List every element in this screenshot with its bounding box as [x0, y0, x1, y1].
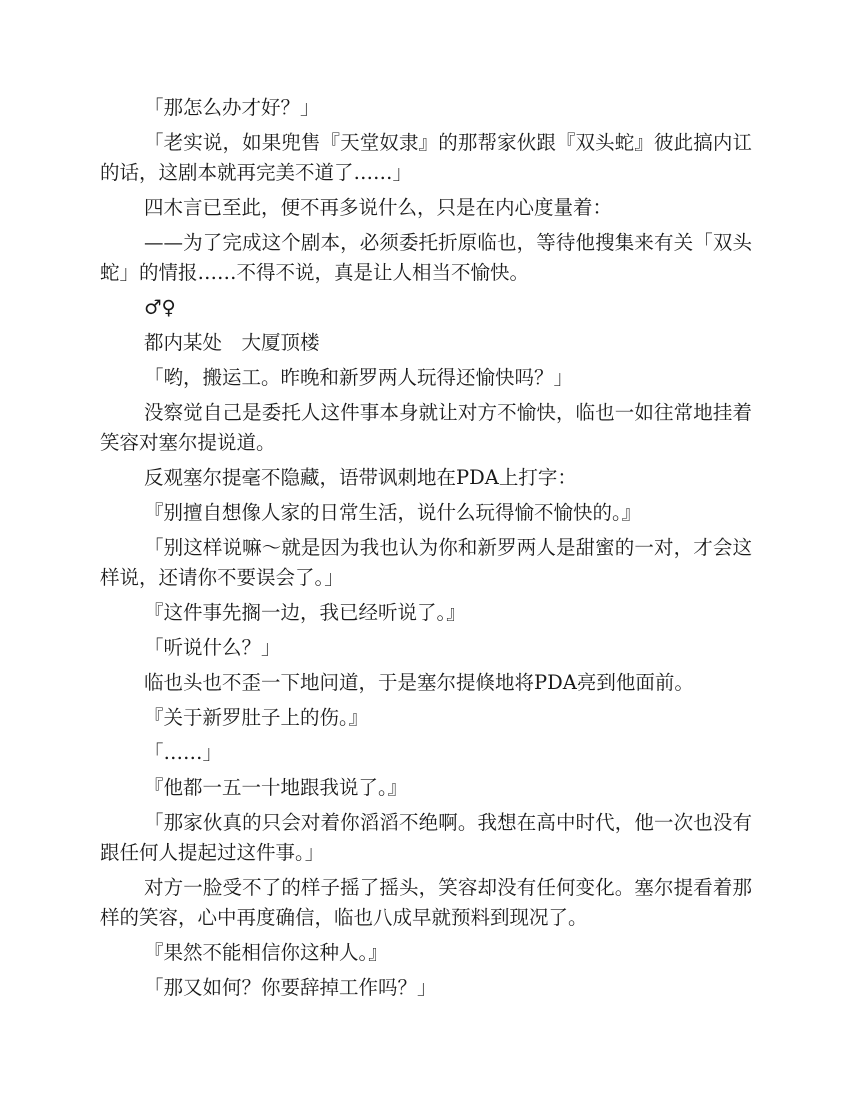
paragraph: 「那又如何？你要辞掉工作吗？」: [144, 976, 437, 999]
paragraph: 「别这样说嘛～就是因为我也认为你和新罗两人是甜蜜的一对，才会这样说，还请你不要误会了。」: [100, 536, 752, 589]
paragraph: 「听说什么？」: [144, 636, 281, 659]
paragraph: 临也头也不歪一下地问道，于是塞尔提倏地将PDA亮到他面前。: [144, 671, 694, 694]
scene-heading: 都内某处 大厦顶楼: [144, 331, 320, 354]
paragraph: 『这件事先搁一边，我已经听说了。』: [144, 601, 466, 624]
document-page: [100, 93, 752, 1008]
paragraph: 对方一脸受不了的样子摇了摇头，笑容却没有任何变化。塞尔提看着那样的笑容，心中再度确信，临也八成早就预料到现况了。: [100, 876, 752, 929]
paragraph: 反观塞尔提毫不隐藏，语带讽刺地在PDA上打字：: [144, 466, 577, 489]
paragraph: 没察觉自己是委托人这件事本身就让对方不愉快，临也一如往常地挂着笑容对塞尔提说道。: [100, 401, 752, 454]
paragraph: 「哟，搬运工。昨晚和新罗两人玩得还愉快吗？」: [144, 366, 574, 389]
paragraph: 「……」: [144, 741, 223, 764]
paragraph: 『果然不能相信你这种人。』: [144, 941, 388, 964]
paragraph: ——为了完成这个剧本，必须委托折原临也，等待他搜集来有关「双头蛇」的情报……不得不说，真是让人相当不愉快。: [100, 231, 752, 284]
paragraph: 「那怎么办才好？」: [144, 96, 320, 119]
paragraph: 「老实说，如果兜售『天堂奴隶』的那帮家伙跟『双头蛇』彼此搞内讧的话，这剧本就再完美不道了……」: [100, 131, 752, 184]
paragraph: 「那家伙真的只会对着你滔滔不绝啊。我想在高中时代，他一次也没有跟任何人提起过这件事。」: [100, 811, 752, 864]
section-divider: ♂♀: [144, 296, 176, 319]
paragraph: 四木言已至此，便不再多说什么，只是在内心度量着：: [144, 196, 613, 219]
paragraph: 『别擅自想像人家的日常生活，说什么玩得愉不愉快的。』: [144, 501, 642, 524]
paragraph: 『他都一五一十地跟我说了。』: [144, 776, 408, 799]
paragraph: 『关于新罗肚子上的伤。』: [144, 706, 369, 729]
